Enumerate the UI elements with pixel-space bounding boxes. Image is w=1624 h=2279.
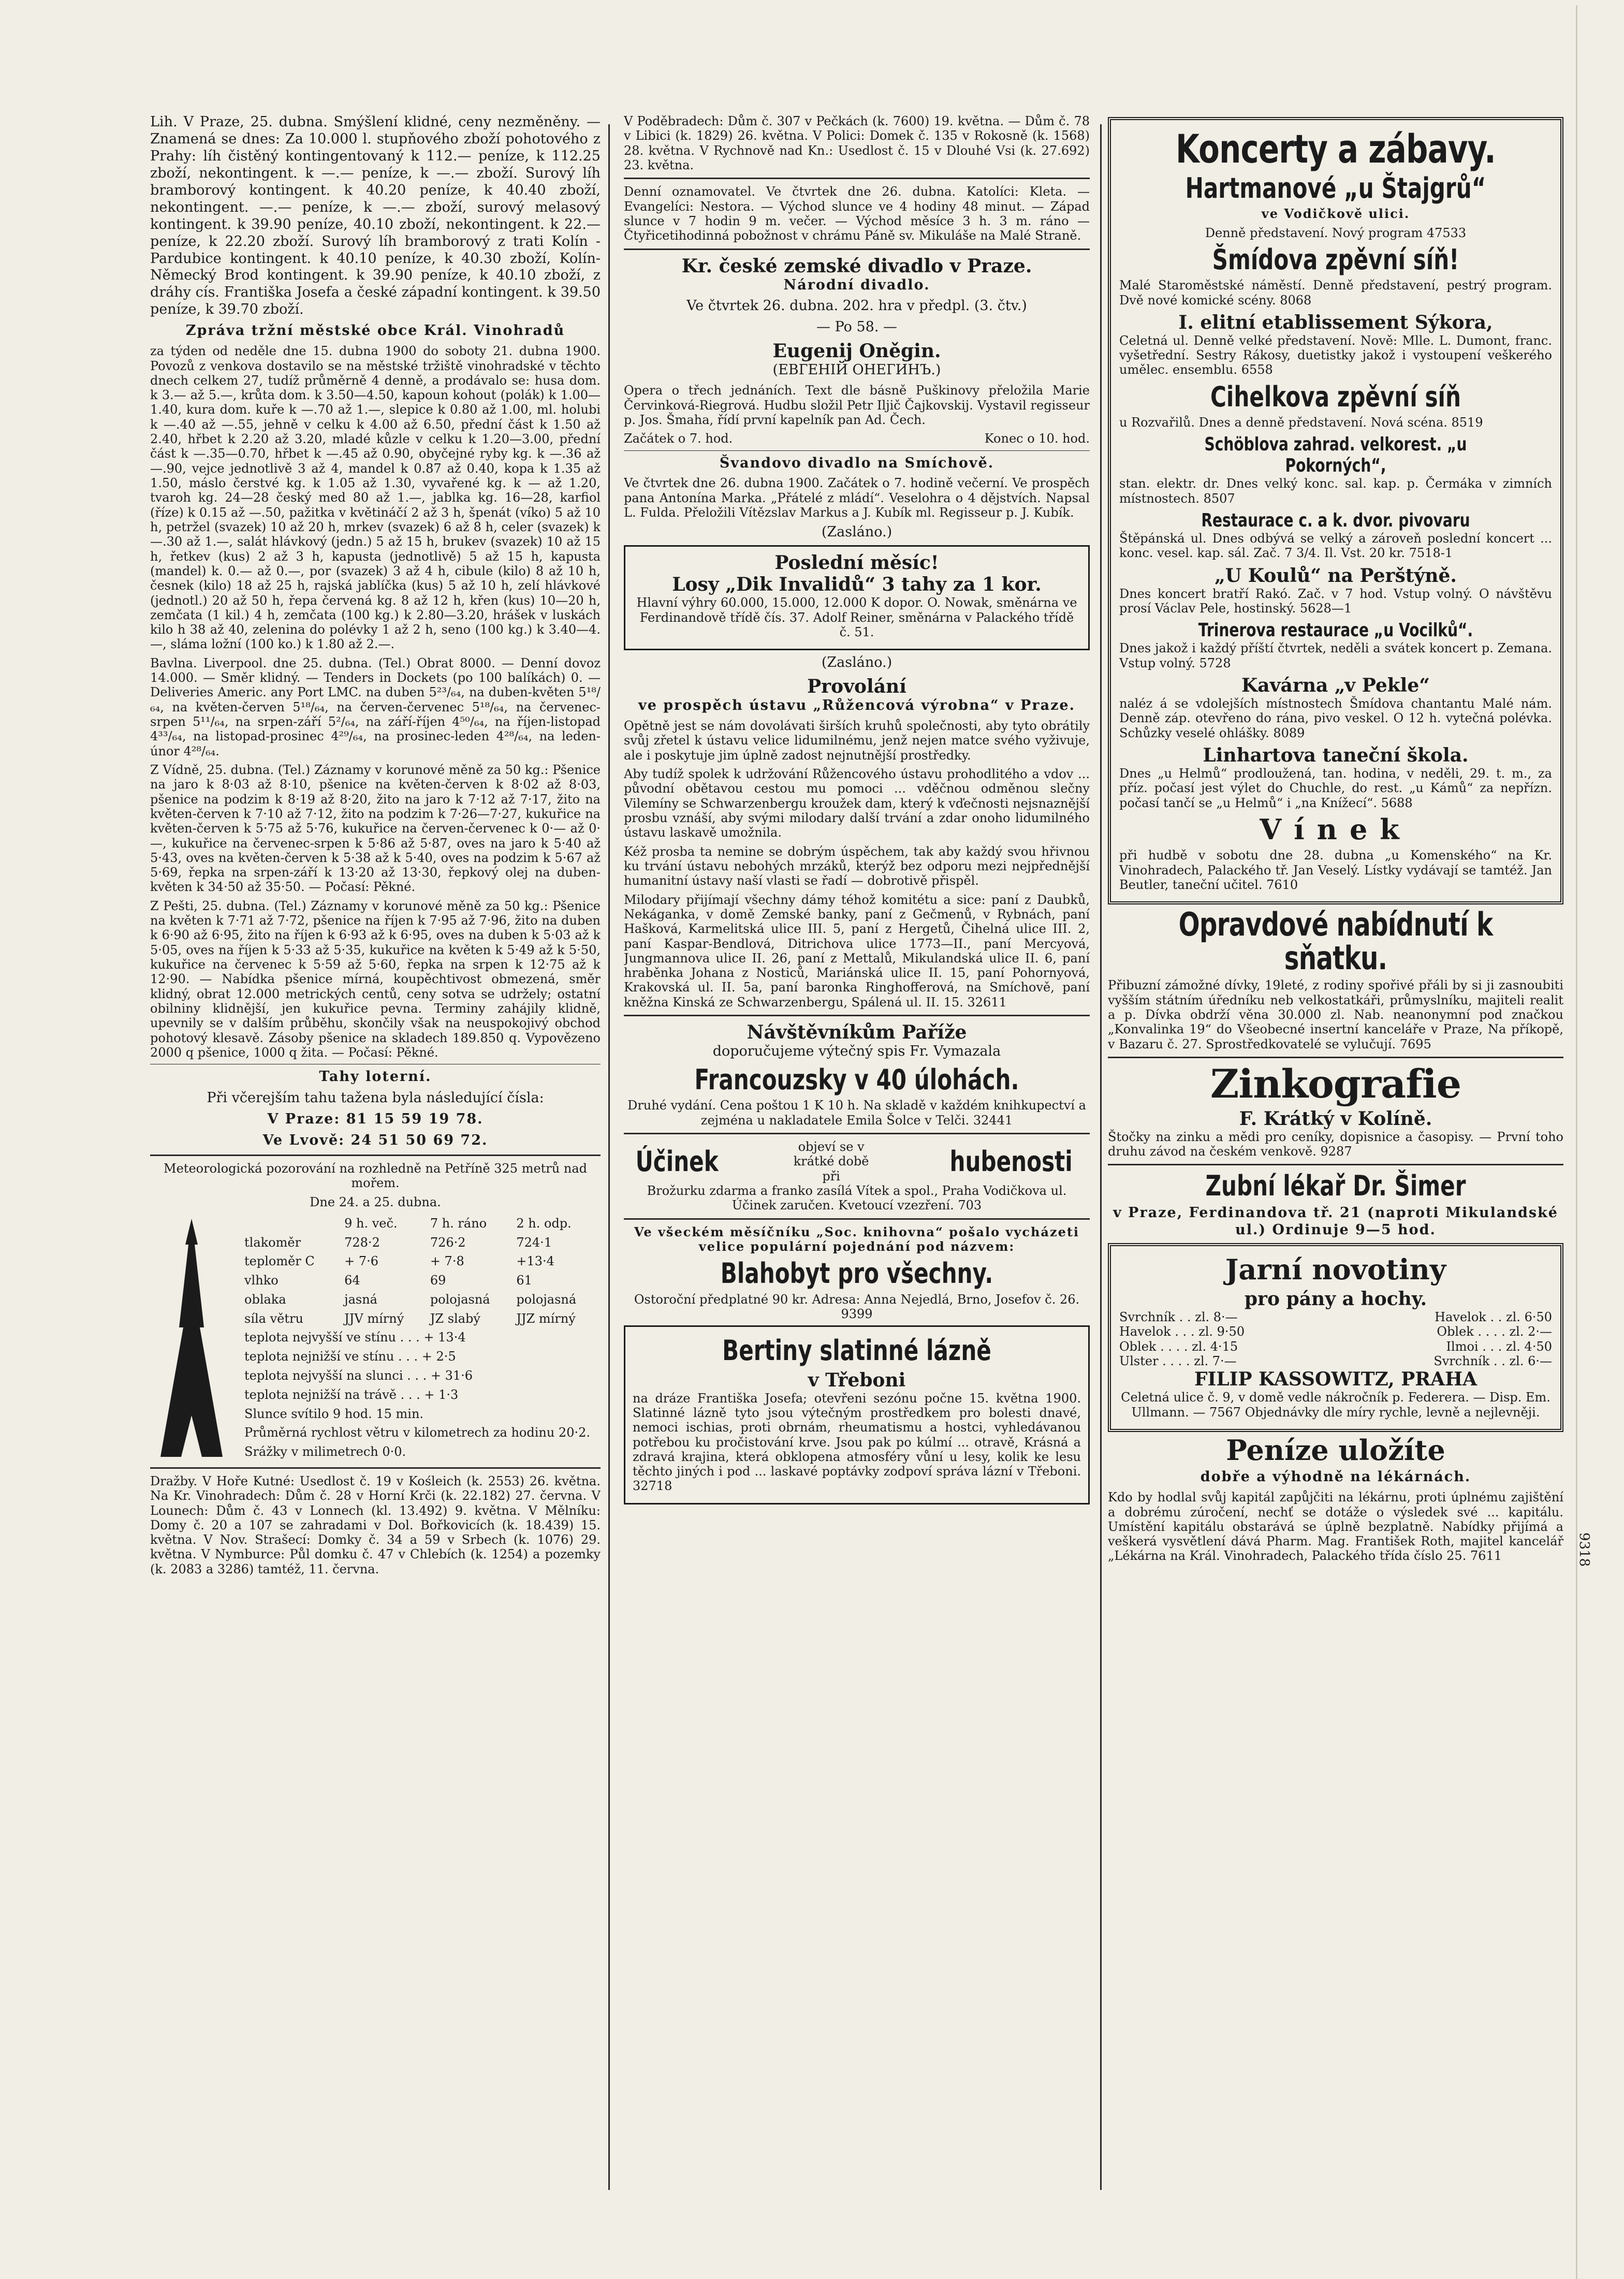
price-row: Havelok . . . zl. 9·50 Oblek . . . . zl. 2·— [1119, 1324, 1552, 1339]
column-rule [608, 124, 610, 2190]
sykora-title: I. elitní etablissement Sýkora, [1178, 311, 1493, 333]
price-row: Oblek . . . . zl. 4·15 Ilmoi . . . zl. 4·50 [1119, 1339, 1552, 1354]
spirit-market-report: Lih. V Praze, 25. dubna. Smýšlení klidné, ceny nezměněny. — Znamená se dnes: Za 10.000 l. stupňového zboží pohotového z Prahy: líh čistěný kontingentovaný k 112.— peníze, k 112.25 zboží, nekontingent. k —.— peníze, k —.— zboží. Surový líh bramborový kontingent. k 40.20 peníze, k 40.40 zboží, nekontingent. —.— peníze, k —.— zboží, surový melasový kontingent. k 39.90 peníze, 40.10 zboží, nekontingent. k 22.— peníze, k 22.20 zboží. Surový líh bramborový z trati Kolín - Pardubice kontingent. k 40.10 peníze, k 40.30 zboží, Kolín-Německý Brod kontingent. k 39.90 peníze, k 40.10 zboží, z dráhy cís. Františka Josefa a české západní kontingent. k 39.50 peníze, k 39.70 zboží. [150, 114, 601, 318]
appeal-title: Provolání [807, 676, 906, 698]
paris-text: Druhé vydání. Cena poštou 1 K 10 h. Na skladě v každém knihkupectví a zejména u nakladatele Emila Šolce v Telči. 32441 [627, 1098, 1086, 1128]
lottery-ad-title: Poslední měsíc! [774, 552, 939, 574]
theater-play: Eugenij Oněgin. [772, 340, 941, 362]
paris-title: Návštěvníkům Paříže [747, 1021, 967, 1044]
paris-sub: doporučujeme výtečný spis Fr. Vymazala [712, 1043, 1001, 1060]
meteo-table [241, 1214, 601, 1462]
theater-play-ru: (ЕВГЕНІЙ ОНЕГИНЪ.) [772, 362, 941, 378]
divider [624, 1218, 1090, 1220]
cihelkova-title: Cihelkova zpěvní síň [1210, 380, 1461, 413]
trinerova-title: Trinerova restaurace „u Vocilků“. [1198, 620, 1473, 641]
koulu-text: Dnes koncert bratří Rakó. Zač. v 7 hod. Vstup volný. O návštěvu prosí Václav Pele, hostinský. 5628—1 [1119, 586, 1552, 616]
divider [624, 178, 1090, 179]
theater-start: Začátek o 7. hod. [624, 431, 733, 446]
entertainment-box [1108, 117, 1563, 904]
pivovar-title: Restaurace c. a k. dvor. pivovaru [1201, 510, 1470, 532]
meteo-row: tlakoměr 728·2 726·2 724·1 [244, 1235, 552, 1250]
blahobyt-text: Ostoroční předplatné 90 kr. Adresa: Anna Nejedlá, Brno, Josefov č. 26. 9399 [634, 1292, 1080, 1321]
newspaper-page [129, 114, 1563, 2221]
hartman-text: Denně představení. Nový program 47533 [1205, 225, 1467, 240]
lottery-praha: V Praze: 81 15 59 19 78. [267, 1111, 484, 1128]
paris-book: Francouzsky v 40 úlohách. [694, 1063, 1019, 1096]
schobl-text: stan. elektr. dr. Dnes velký konc. sal. kap. p. Čermáka v zimních místnostech. 8507 [1119, 476, 1552, 506]
lottery-heading: Tahy loterní. [319, 1069, 432, 1085]
ucinek-mid: objeví se v krátké době při [793, 1140, 869, 1184]
theater-title: Kr. české zemské divadlo v Praze. [681, 255, 1032, 277]
meteo-block [150, 1214, 601, 1462]
divider [1108, 1164, 1563, 1165]
petrin-tower-icon [150, 1214, 233, 1462]
smid-text: Malé Staroměstské náměstí. Denně představení, pestrý program. Dvě nové komické scény. 8068 [1119, 278, 1552, 308]
pest-report: Z Pešti, 25. dubna. (Tel.) Záznamy v korunové měně za 50 kg.: Pšenice na květen k 7·71 až 7·72, pšenice na říjen k 7·95 až 7·96, žito na duben k 6·90 až 6·95, žito na říjen k 6·93 až k 6·95, oves na duben k 5·03 až k 5·05, oves na říjen k 5·33 až 5·35, kukuřice na květen k 5·49 až k 5·50, kukuřice na červenec k 5·59 až 5·60, řepka na srpen k 12·75 až k 12·90. — Nabídka pšenice mírná, koupěchtivost obmezená, směr klidný, obrat 12.000 metrických centů, ceny sotva se udržely; ostatní obilniny klidnější, jen kukuřice pevna. Terminy zahájily klidně, upevnily se v dalším průběhu, skončily však na neuspokojivý obchod pohotový klesavě. Zásoby pšenice na skladech 189.850 q. Vypovězeno 2000 q pšenice, 1000 q žita. — Počasí: Pěkné. [150, 898, 601, 1060]
zinko-title: Zinkografie [1210, 1060, 1461, 1107]
column-rule [1100, 124, 1102, 2190]
meteo-extra: teplota nejnižší ve stínu . . . + 2·5 [244, 1349, 456, 1364]
marriage-text: Přibuzní zámožné dívky, 19leté, z rodiny spořivé přáli by si ji zasnoubiti vyšším státním úředníku neb velkostatkáři, průmyslníku, majiteli realit a p. Dívka obdrží věna 30.000 zl. Nab. neanonymní pod značkou „Konvalinka 19“ do Všeobecné insertní kanceláře v Praze, Na příkopě, v Bazaru č. 27. Sprostředkovatelé se vylučují. 7695 [1108, 978, 1563, 1051]
meteo-row: síla větru JJV mírný JZ slabý JJZ mírný [244, 1311, 576, 1326]
zinko-firm: F. Krátký v Kolíně. [1239, 1107, 1432, 1130]
vinek-text: při hudbě v sobotu dne 28. dubna „u Komenského“ na Kr. Vinohradech, Palackého tř. Jan Veselý. Lístky vydávají se tamtéž. Jan Beutler, taneční učitel. 7610 [1119, 848, 1552, 892]
hartman-sub: ve Vodičkově ulici. [1261, 206, 1410, 222]
vinek-title: Vínek [1260, 812, 1412, 846]
appeal-p4: Milodary přijímají všechny dámy téhož komitétu a sice: paní z Daubků, Nekáganka, v domě Zemské banky, paní z Gečmenů, v Rybnách, paní Hašková, Karmelitská ulice III. 5, paní z Hergetů, Čihelná ulice III. 2, paní Kaspar-Bendlová, Ditrichova ulice 1773—II., paní Mercyová, Jungmannova ulice II. 26, paní z Mettalů, Mikulandská ulice II. 6, paní hraběnka Johana z Nosticů, Mariánská ulice II. 15, paní Pohornyová, Krakovská ul. II. 5a, paní baronka Ringhofferová, na Smíchově, paní kněžna Kinská ze Schwarzenbergu, Spálená ul. II. 15. 32611 [624, 892, 1090, 1010]
divider [624, 1015, 1090, 1016]
zaslano-label: (Zasláno.) [821, 524, 893, 540]
bertiny-place: v Třeboni [808, 1369, 906, 1391]
meteo-extra: Průměrná rychlost větru v kilometrech za hodinu 20·2. [244, 1425, 590, 1440]
theater-date: Ve čtvrtek 26. dubna. 202. hra v předpl. (3. čtv.) [686, 298, 1027, 314]
spring-firm: FILIP KASSOWITZ, PRAHA [1194, 1368, 1477, 1391]
ucinek-left: Účinek [635, 1145, 719, 1178]
spring-title: Jarní novotiny [1225, 1252, 1446, 1286]
entertainment-heading: Koncerty a zábavy. [1176, 126, 1496, 172]
divider [150, 1155, 601, 1156]
vinohrady-market-report: za týden od neděle dne 15. dubna 1900 do soboty 21. dubna 1900. Povozů z venkova dostavilo se na městské tržiště vinohradské v těchto dnech celkem 27, tudíž průměrně 4 denně, a prodávalo se: husa dom. k 3.— až 5.—, krůta dom. k 3.50—4.50, kapoun kohout (polák) k 1.00—1.40, kura dom. kuře k —.70 až 1.—, slepice k 0.80 až 1.00, ml. holubi k —.40 až —.55, jehně v celku k 4.00 až 6.50, přední část k 1.50 až 2.40, hřbet k 2.20 až 3.20, mladé kůzle v celku k 1.20—3.00, přední část k —.35—0.70, hřbet k —.45 až 0.90, obyčejné ryby kg. k —.36 až —.90, vejce jednotlivě 3 až 4, mandel k 0.87 až 0.40, kopa k 1.35 až 1.50, máslo čerstvé kg. k 1.05 až 1.30, vyvařené kg. k — až 1.20, tvaroh kg. 24—28 český med 80 až 1.—, jablka kg. 16—28, karfiol (říze) k 0.15 až —.50, pažitka v květináčí 2 až 3 h, špenát (víko) 5 až 10 h, petržel (svazek) 10 až 20 h, mrkev (svazek) 6 až 8 h, celer (svazek) k —.30 až 1.—, salát hlávkový (jedn.) 5 až 15 h, brukev (svazek) 10 až 15 h, řetkev (kus) 2 až 3 h, kapusta (jednotlivě) 5 až 15 h, kapusta (mandel) k. 0.— až 0.—, por (svazek) 3 až 4 h, cibule (kilo) 8 až 10 h, česnek (kilo) 18 až 25 h, rajská jablíčka (kus) 5 až 10 h, zelí hlávkové (jednotl.) 20 až 50 h, řepa červená kg. 8 až 12 h, křen (kus) 10—20 h, zemčata (1 kil.) 4 h, zemčata (100 kg.) k 2.80—3.20, hrášek v luskách kilo h 38 až 40, zelenina do polévky 1 až 2 h, seno (100 kg.) k 3.40—4.—, sláma ložní (100 ko.) k 1.80 až 2.—. [150, 344, 601, 652]
meteo-extra: Slunce svítilo 9 hod. 15 min. [244, 1406, 424, 1421]
blahobyt-title: Blahobyt pro všechny. [720, 1257, 993, 1290]
price-row: Ulster . . . . zl. 7·— Svrchník . . zl. 6·— [1119, 1353, 1552, 1368]
sykora-text: Celetná ul. Denně velké představení. Nově: Mlle. L. Dumont, franc. vyšetřední. Sestry Rákosy, duetistky jakož i vystoupení veškerého umělec. ensemblu. 6558 [1119, 333, 1552, 377]
page-edge [1576, 5, 1577, 2279]
divider [624, 1133, 1090, 1134]
appeal-p3: Kéž prosba ta nemine se dobrým úspěchem, tak aby každý svou hřivnou ku trvání ústavu nebohých mrzáků, kterýž bez odporu mezi nejpřednější humanitní ústavy naší vlasti se řadí — dobrotivě přispěl. [624, 844, 1090, 888]
spring-fashion-ad [1108, 1243, 1563, 1432]
daily-notice: Denní oznamovatel. Ve čtvrtek dne 26. dubna. Katolíci: Kleta. — Evangelíci: Nestora. — Východ slunce ve 4 hodiny 48 minut. — Západ slunce v 7 hodin 9 m. večer. — Východ měsíce 3 h. 3 m. ráno — Čtyřicetihodinná pobožnost v chrámu Páně sv. Mikuláše na Malé Straně. [624, 184, 1090, 243]
column-market-news [150, 114, 601, 2221]
zaslano-label: (Zasláno.) [821, 654, 893, 671]
bertiny-text: na dráze Františka Josefa; otevřeni sezónu počne 15. května 1900. Slatinné lázně tyto jsou výtečným prostředkem pro bolesti dnavé, nemoci ischias, proti obrnám, rheumatismu a hostci, vyhledávanou potřebou ku pročistování krve. Jsou pak po kúlmí ... otravě, Krásná a zdravá krajina, která obklopena atmosféry vůní u lesy, kolik ke lesu těchto jiných i pod ... laskavé poptávky zodpoví správa lázní v Třeboni. 32718 [633, 1391, 1081, 1494]
lottery-ad-text: Hlavní výhry 60.000, 15.000, 12.000 K dopor. O. Nowak, směnárna ve Ferdinandově třídě čís. 37. Adolf Reiner, směnárna v Palackého třídě č. 51. [636, 595, 1077, 639]
money-sub: dobře a výhodně na lékárnách. [1200, 1469, 1471, 1485]
meteo-row: oblaka jasná polojasná polojasná [244, 1292, 577, 1307]
meteo-heading: Meteorologická pozorování na rozhledně na Petříně 325 metrů nad mořem. [164, 1161, 587, 1191]
trinerova-text: Dnes jakož i každý příští čtvrtek, neděli a svátek koncert p. Zemana. Vstup volný. 5728 [1119, 641, 1552, 670]
ucinek-right: hubenosti [949, 1145, 1073, 1178]
smichov-title: Švandovo divadlo na Smíchově. [719, 455, 994, 471]
auctions-cont: V Poděbradech: Dům č. 307 v Pečkách (k. 7600) 19. května. — Dům č. 78 v Libici (k. 1829) 26. května. V Polici: Domek č. 135 v Rokosně (k. 1568) 28. května. V Rychnově nad Kn.: Usedlost č. 15 v Dlouhé Vsi (k. 27.692) 23. května. [624, 114, 1090, 172]
vienna-report: Z Vídně, 25. dubna. (Tel.) Záznamy v korunové měně za 50 kg.: Pšenice na jaro k 8·03 až 8·10, pšenice na květen-červen k 8·02 až 8·03, pšenice na podzim k 8·19 až 8·20, žito na jaro k 7·12 až 7·17, žito na květen-červen k 7·10 až 7·12, žito na podzim k 7·26—7·27, kukuřice na květen-červen k 5·75 až 5·76, kukuřice na červen-červenec k 0·— až 0·—, kukuřice na červenec-srpen k 5·86 až 5·87, oves na jaro k 5·40 až 5·43, oves na květen-červen k 5·38 až k 5·40, oves na podzim k 5·67 až 5·69, řepka na srpen-září k 13·20 až 13·30, řepkový olej na duben-květen k 34·50 až 35·50. — Počasí: Pěkné. [150, 762, 601, 895]
meteo-row: teploměr C + 7·6 + 7·8 +13·4 [244, 1254, 554, 1269]
theater-end: Konec o 10. hod. [984, 431, 1090, 446]
zinko-text: Štočky na zinku a mědi pro ceníky, dopisnice a časopisy. — První toho druhu závod na českém venkově. 9287 [1108, 1129, 1563, 1159]
lottery-intro: Při včerejším tahu tažena byla následující čísla: [207, 1090, 544, 1106]
pivovar-text: Štěpánská ul. Dnes odbývá se velký a zároveň poslední koncert ... konc. vesel. kap. sál. Zač. 7 3/4. Il. Vst. 20 kr. 7518-1 [1119, 531, 1552, 561]
meteo-extra: teplota nejnižší na trávě . . . + 1·3 [244, 1387, 459, 1402]
theater-desc: Opera o třech jednáních. Text dle básně Puškinovy přeložila Marie Červinková-Riegrová. Hudbu složil Petr Iljič Čajkovskij. Vystavil regisseur p. Jos. Šmaha, řídí první kapelník pan Ad. Čech. [624, 383, 1090, 427]
theater-subtitle: Národní divadlo. [783, 276, 930, 293]
appeal-p2: Aby tudíž spolek k udržování Růžencového ústavu prohodlitého a vdov ... původní obětavou cestou mu pomoci ... vděčnou odměnou slečny Vilemíny se Schwarzenbergu kroužek dam, který k vďečnosti nejsnaznější prosbu vznáší, aby svými milodary další trvání a zdar onoho lidumilného ústavu laskavě umožnila. [624, 767, 1090, 840]
cotton-report: Bavlna. Liverpool. dne 25. dubna. (Tel.) Obrat 8000. — Denní dovoz 14.000. — Směr klidný. — Tenders in Dockets (po 100 balíkách) 0. — Deliveries Americ. any Port LMC. na duben 5²³/₆₄, na duben-květen 5¹⁸/₆₄, na květen-červen 5¹⁸/₆₄, na červen-červenec 5¹⁸/₆₄, na červenec-srpen 5¹¹/₆₄, na srpen-září 5²/₆₄, na září-říjen 4⁵⁰/₆₄, na říjen-listopad 4³³/₆₄, na listopad-prosinec 4²⁹/₆₄, na prosinec-leden 4²⁸/₆₄, na leden-únor 4²⁸/₆₄. [150, 655, 601, 758]
meteo-table-header: 9 h. več. 7 h. ráno 2 h. odp. [344, 1216, 572, 1231]
divider [624, 450, 1090, 451]
koulu-title: „U Koulů“ na Perštýně. [1215, 564, 1457, 587]
ucinek-text: Brožurku zdarma a franko zasílá Vítek a spol., Praha Vodičkova ul. Účinek zaručen. Kvetoucí vzezření. 703 [647, 1183, 1067, 1213]
spring-sub: pro pány a hochy. [1244, 1288, 1427, 1310]
lottery-ad [624, 545, 1090, 650]
side-number: 9318 [1576, 1532, 1592, 1567]
column-announcements [624, 114, 1090, 2221]
dentist-title: Zubní lékař Dr. Šimer [1205, 1170, 1466, 1203]
marriage-title: Opravdové nabídnutí k sňatku. [1178, 905, 1493, 977]
money-title: Peníze uložíte [1226, 1433, 1445, 1467]
auctions: Dražby. V Hoře Kutné: Usedlost č. 19 v Kośleich (k. 2553) 26. května. Na Kr. Vinohradech: Dům č. 28 v Horní Krči (k. 22.182) 27. června. V Lounech: Dům č. 43 v Lonnech (kl. 13.492) 9. května. V Mělníku: Domy č. 20 a 107 se zahradami v Dol. Bořkovicích (k. 18.439) 15. května. V Nov. Strašecí: Domky č. 34 a 59 v Srbech (k. 1076) 29. května. V Nymburce: Půl domku č. 47 v Chlebích (k. 1254) a pozemky (k. 2083 a 3286) tamtéž, 11. června. [150, 1473, 601, 1576]
ucinek-ad [624, 1140, 1090, 1184]
price-row: Svrchník . . zl. 8·— Havelok . . zl. 6·50 [1119, 1310, 1552, 1324]
lottery-lvov: Ve Lvově: 24 51 50 69 72. [262, 1132, 488, 1148]
appeal-subtitle: ve prospěch ústavu „Růžencová výrobna“ v Praze. [638, 697, 1075, 714]
dentist-text: v Praze, Ferdinandova tř. 21 (naproti Mikulandské ul.) Ordinuje 9—5 hod. [1113, 1204, 1558, 1238]
money-text: Kdo by hodlal svůj kapitál zapůjčiti na lékárnu, proti úplnému zajištění a dobrému zúročení, nechť se dotáže o výsledek své ... kapitálu. Umístění kapitálu obstarává se úplně bezplatně. Nabídky přijímá a veškerá vysvětlení dává Pharm. Mag. František Roth, majitel kancelář „Lékárna na Král. Vinohradech, Palackého třída číslo 25. 7611 [1108, 1490, 1563, 1564]
meteo-extra: teplota nejvyšší na slunci . . . + 31·6 [244, 1368, 473, 1383]
linhart-title: Linhartova taneční škola. [1203, 744, 1469, 766]
kavarna-title: Kavárna „v Pekle“ [1241, 674, 1430, 696]
divider [150, 1467, 601, 1469]
vinohrady-market-heading: Zpráva tržní městské obce Král. Vinohradů [185, 323, 565, 339]
smichov-text: Ve čtvrtek dne 26. dubna 1900. Začátek o 7. hodině večerní. Ve prospěch pana Antonína Marka. „Přátelé z mládí“. Veselohra o 4 dějstvích. Napsal L. Fulda. Přeložili Vítězslav Markus a J. Kubík ml. Regisseur p. J. Kubík. [624, 476, 1090, 520]
divider [624, 249, 1090, 250]
hartman-title: Hartmanové „u Štajgrů“ [1185, 171, 1486, 204]
smid-title: Šmídova zpěvní síň! [1212, 243, 1459, 276]
bertiny-title: Bertiny slatinné lázně [722, 1334, 991, 1367]
kavarna-text: naléz á se vdolejších místnostech Šmídova chantantu Malé nám. Denně záp. otevřeno do rána, pivo veskel. O 12 h. vytečná polévka. Schůzky veselé ohlášky. 8089 [1119, 696, 1552, 740]
appeal-p1: Opětně jest se nám dovolávati širších kruhů společnosti, aby tyto obrátily svůj zřetel k ústavu velice lidumilnému, jenž nejen matce svého vyživuje, ale i poskytuje jim úplně zadost nejnutnější prostředky. [624, 719, 1090, 763]
theater-times [624, 431, 1090, 446]
cihelkova-text: u Rozvařilů. Dnes a denně představení. Nová scéna. 8519 [1119, 415, 1483, 430]
schobl-title: Schöblova zahrad. velkorest. „u Pokorných“, [1204, 434, 1467, 477]
linhart-text: Dnes „u Helmů“ prodloužená, tan. hodina, v neděli, 29. t. m., za příz. počasí jest výlet do Chuchle, do rest. „u Kámů“ za nepřízn. počasí tančí se „u Helmů“ i „na Knížecí“. 5688 [1119, 766, 1552, 810]
divider [1108, 1057, 1563, 1058]
meteo-extra: Srážky v milimetrech 0·0. [244, 1444, 406, 1459]
spring-text: Celetná ulice č. 9, v domě vedle nákročník p. Federera. — Disp. Em. Ullmann. — 7567 Objednávky dle míry rychle, levně a nejlevněji. [1121, 1390, 1550, 1420]
column-ads [1108, 114, 1563, 2221]
bertiny-ad [624, 1325, 1090, 1504]
meteo-days: Dne 24. a 25. dubna. [310, 1194, 441, 1209]
lottery-ad-main: Losy „Dik Invalidů“ 3 tahy za 1 kor. [672, 574, 1042, 596]
meteo-row: vlhko 64 69 61 [244, 1273, 532, 1288]
meteo-extra: teplota nejvyšší ve stínu . . . + 13·4 [244, 1330, 466, 1345]
monthly-notice: Ve všeckém měsíčníku „Soc. knihovna“ pošalo vycházeti velice populární pojednání pod názvem: [634, 1224, 1080, 1254]
theater-po: — Po 58. — [816, 319, 897, 335]
